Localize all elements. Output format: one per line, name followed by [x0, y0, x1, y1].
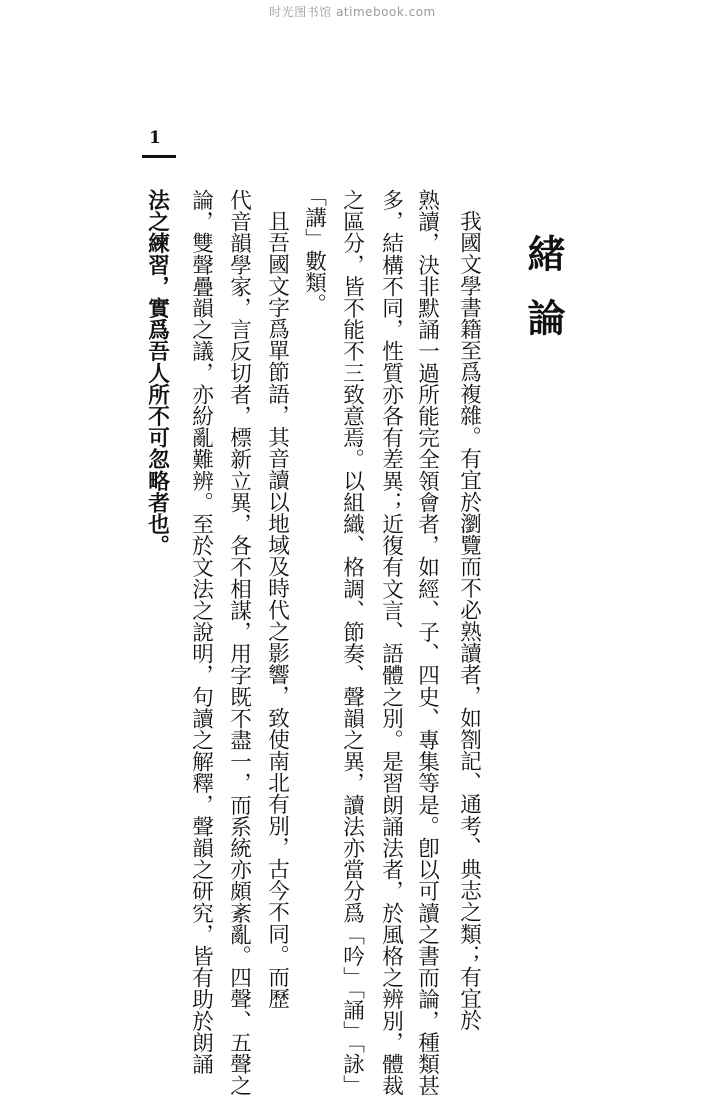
page-number-rule	[142, 155, 176, 158]
text-column-9: 法之練習，實爲吾人所不可忽略者也。	[144, 189, 170, 557]
watermark: 时光图书馆 atimebook.com	[269, 5, 436, 19]
text-column-4: 之區分，皆不能不三致意焉。以組織、格調、節奏、聲韻之異，讀法亦當分爲「吟」「誦」「詠」	[339, 189, 365, 1096]
text-column-2: 熟讀，決非默誦一過所能完全領會者，如經、子、四史、專集等是。卽以可讀之書而論，種類甚	[414, 189, 440, 1096]
chapter-title: 緒論	[521, 234, 566, 362]
text-column-3: 多，結構不同，性質亦各有差異；近復有文言、語體之別。是習朗誦法者，於風格之辨別，體裁	[378, 189, 404, 1096]
text-column-6: 且吾國文字爲單節語，其音讀以地域及時代之影響，致使南北有別，古今不同。而歷	[264, 210, 290, 1010]
text-column-8: 論，雙聲疊韻之議，亦紛亂難辨。至於文法之說明，句讀之解釋，聲韻之研究，皆有助於朗誦	[188, 189, 214, 1075]
text-column-7: 代音韻學家，言反切者，標新立異，各不相謀，用字既不盡一，而系統亦頗紊亂。四聲、五聲之	[226, 189, 252, 1096]
page-number: 1	[149, 128, 161, 148]
text-column-1: 我國文學書籍至爲複雜。有宜於瀏覽而不必熟讀者，如劄記、通考、典志之類；有宜於	[456, 210, 482, 1031]
text-column-5: 「講」數類。	[301, 185, 327, 315]
